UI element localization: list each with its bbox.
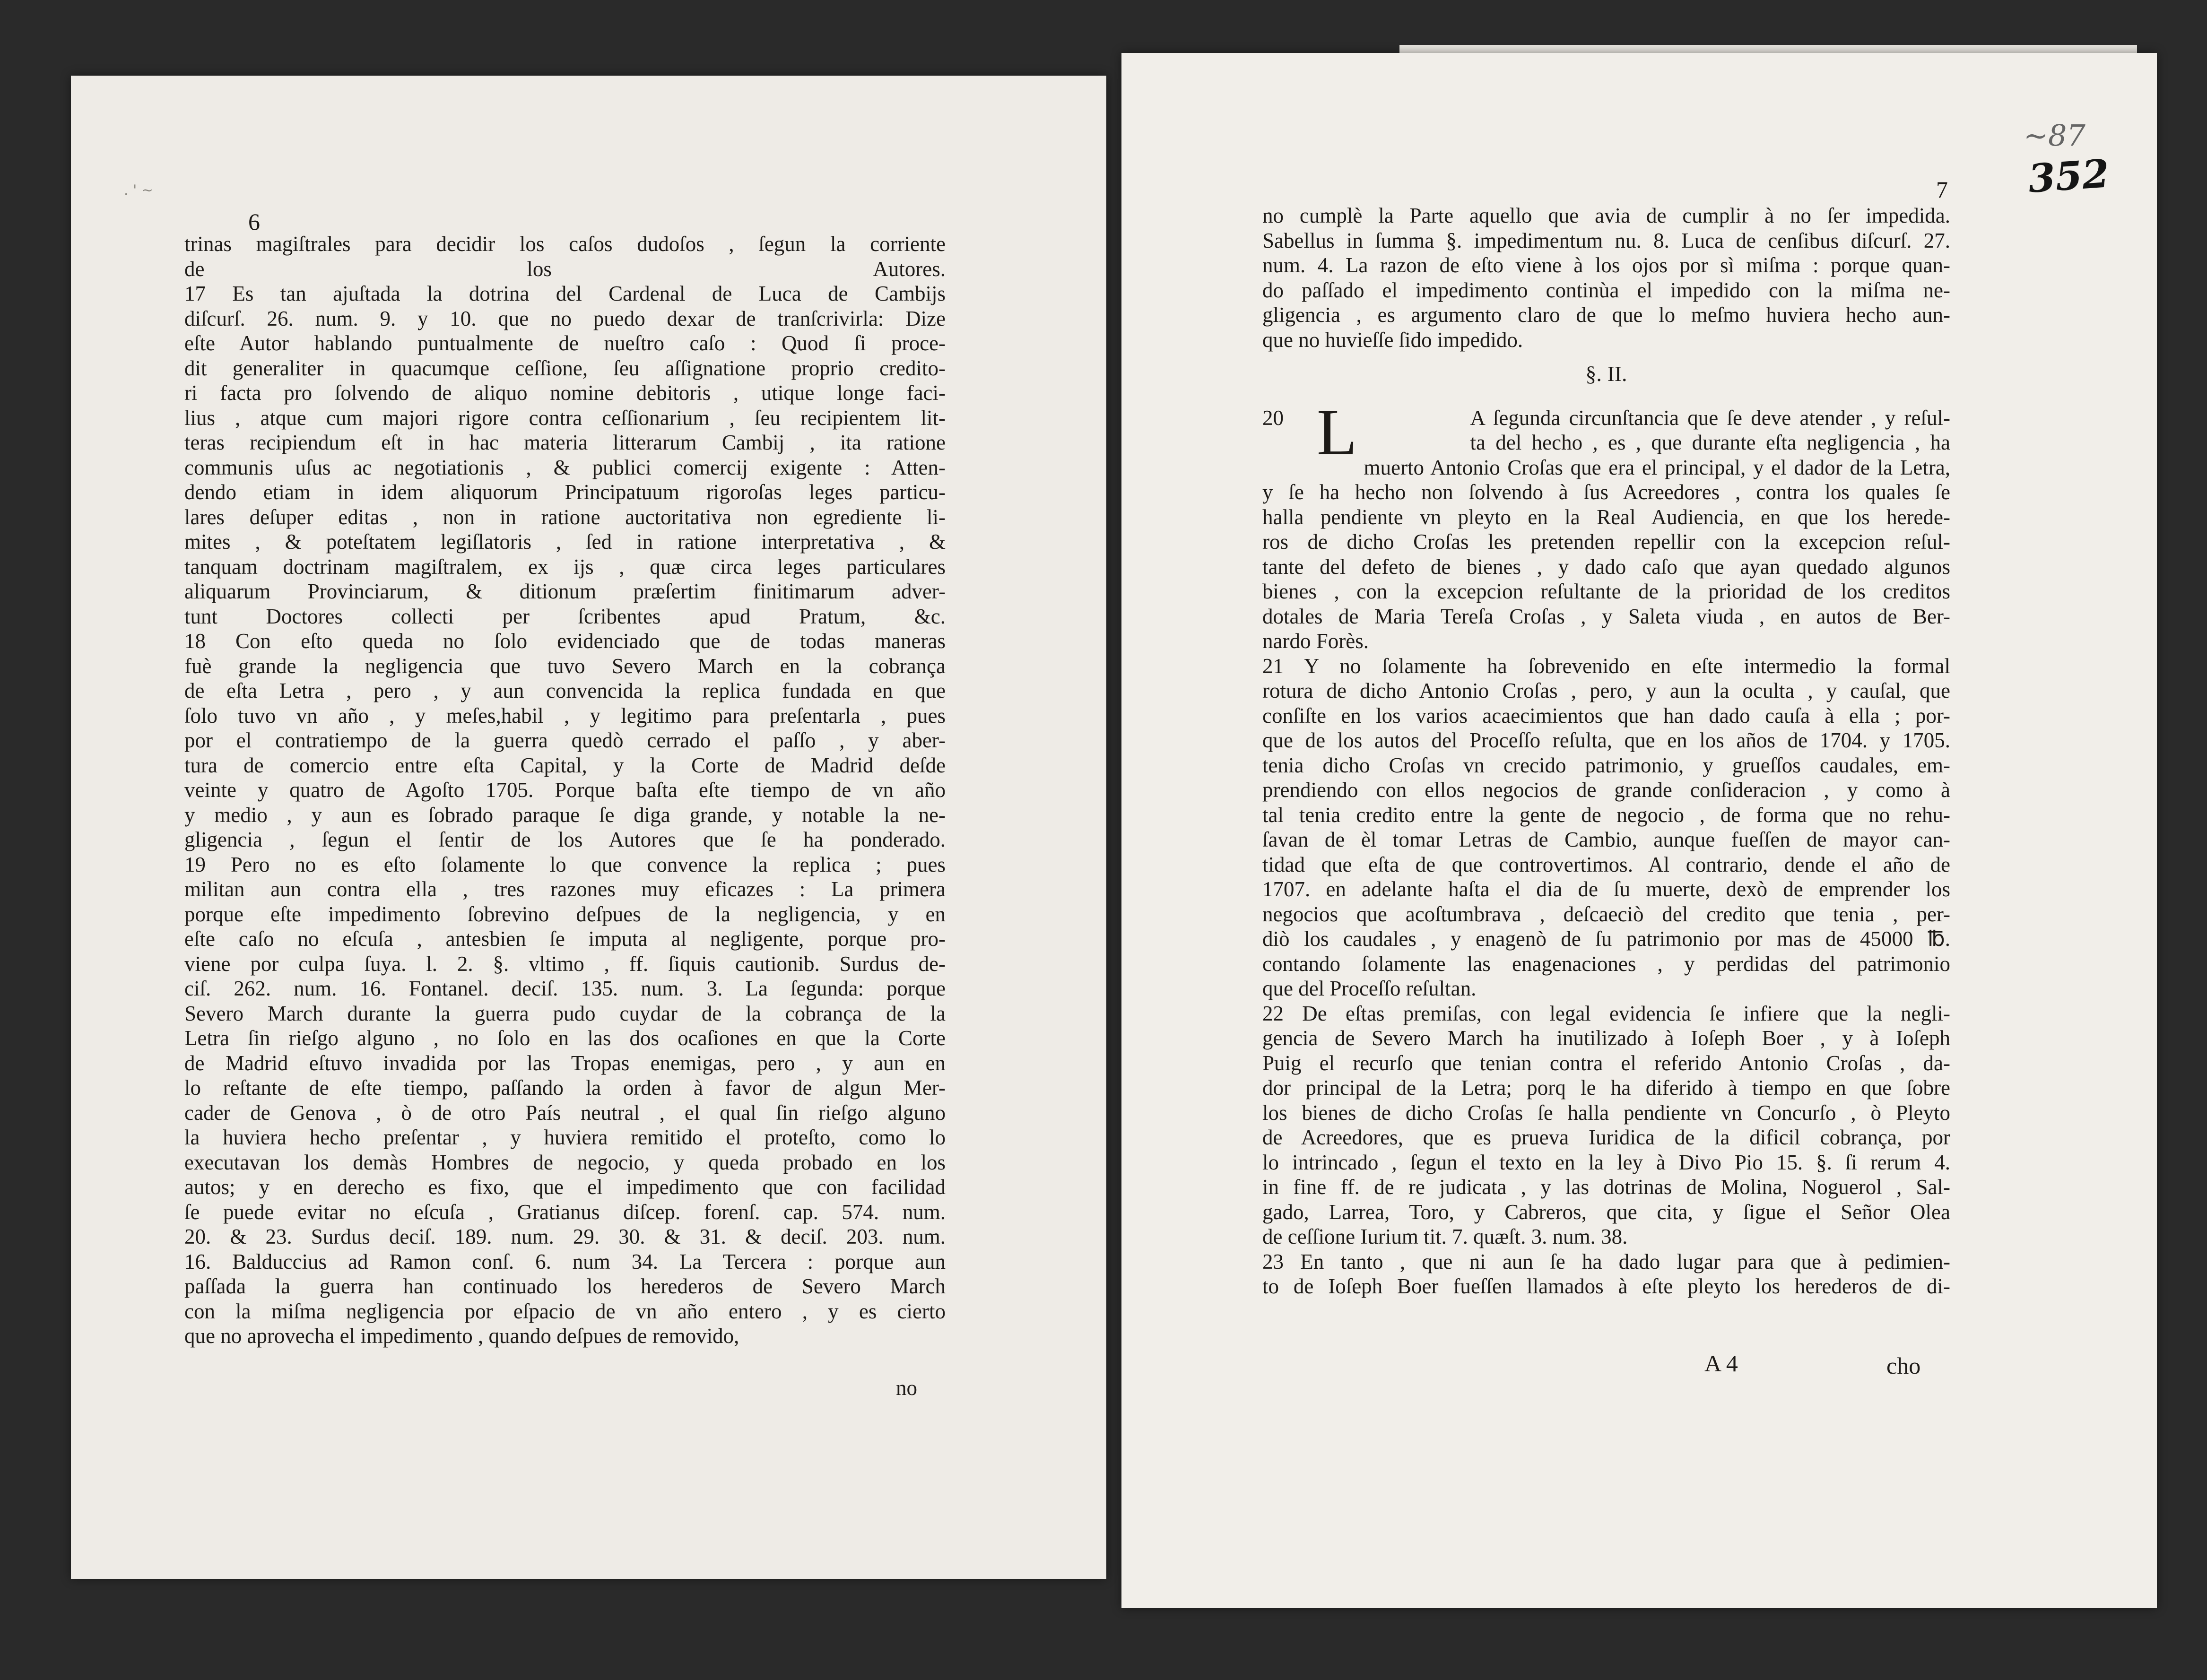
para20-line: bienes , con la excepcion reſultante de la prioridad de los creditos [1262,580,1950,603]
para21-line: conſiſte en los varios acaecimientos que han dado cauſa à ella ; por- [1262,703,1950,727]
para21-line: que de los autos del Proceſſo reſulta, que en los años de 1704. y 1705. [1262,728,1950,752]
signature-mark: A 4 [1704,1350,1738,1377]
left-text-line: de eſta Letra , pero , y aun convencida la replica fundada en que [184,679,946,702]
right-page-body [1262,203,1950,1299]
para20-line: nardo Forès. [1262,629,1369,653]
para22-line: lo intrincado , ſegun el texto en la ley à Divo Pio 15. §. ſi rerum 4. [1262,1150,1950,1174]
left-text-line: fuè grande la negligencia que tuvo Severo March en la cobrança [184,654,946,678]
left-text-line: ciſ. 262. num. 16. Fontanel. deciſ. 135. num. 3. La ſegunda: porque [184,977,946,1000]
para21-line: rotura de dicho Antonio Croſas , pero, y aun la oculta , y cauſal, que [1262,679,1950,702]
left-text-line: porque eſte impedimento ſobrevino deſpues de la negligencia, y en [184,902,946,926]
left-text-line: 19 Pero no es eſto ſolamente lo que convence la replica ; pues [184,852,946,876]
para22-line: dor principal de la Letra; porq le ha diferido à tiempo en que ſobre [1262,1076,1950,1100]
left-text-line: trinas magiſtrales para decidir los caſos dudoſos , ſegun la corriente [184,232,946,256]
left-text-line: 20. & 23. Surdus deciſ. 189. num. 29. 30. & 31. & deciſ. 203. num. [184,1225,946,1248]
para20-line: muerto Antonio Croſas que era el principal, y el dador de la Letra, [1364,455,1950,479]
folio-number: 352 [2026,151,2111,202]
left-text-line: la huviera hecho preſentar , y huviera remitido el proteſto, como lo [184,1126,946,1149]
left-text-line: tanquam doctrinam magiſtralem, ex ijs , quæ circa leges particulares [184,554,946,579]
para22-line: 22 De eſtas premiſas, con legal evidencia ſe infiere que la negli- [1262,1001,1950,1025]
para21-line: tenia dicho Croſas vn crecido patrimonio, y grueſſos caudales, em- [1262,753,1950,777]
left-text-line: con la miſma negligencia por eſpacio de vn año entero , y es cierto [184,1299,946,1323]
left-text-line: por el contratiempo de la guerra quedò cerrado el paſſo , y aber- [184,728,946,752]
left-text-line: de los Autores. [184,257,946,281]
left-text-line: lius , atque cum majori rigore contra ceſſionarium , ſeu recipientem lit- [184,406,946,430]
left-text-line: gligencia , ſegun el ſentir de los Autores que ſe ha ponderado. [184,828,946,851]
left-text-line: lares deſuper editas , non in ratione auctoritativa non egrediente li- [184,505,946,529]
paragraph-20-number: 20 [1262,406,1284,430]
para21-line: prendiendo con ellos negocios de grande conſideracion , y como à [1262,778,1950,802]
left-text-line: executavan los demàs Hombres de negocio, y queda probado en los [184,1150,946,1174]
left-text-line: dit generaliter in quacumque ceſſione, ſeu aſſignatione proprio credito- [184,356,946,380]
opening-line: Sabellus in ſumma §. impedimentum nu. 8. Luca de cenſibus diſcurſ. 27. [1262,228,1950,252]
right-opening-lines [1262,203,1950,352]
paragraph-20-lines [1262,395,1950,654]
left-text-line: communis uſus ac negotiationis , & publici comercij exigente : Atten- [184,455,946,479]
para21-line: tidad que eſta de que controvertimos. Al contrario, dende el año de [1262,852,1950,876]
opening-line: no cumplè la Parte aquello que avia de cumplir à no ſer impedida. [1262,204,1950,227]
right-catchword: cho [1886,1352,1921,1379]
para22-line: gencia de Severo March ha inutilizado à Ioſeph Boer , y à Ioſeph [1262,1026,1950,1050]
para21-line: que del Proceſſo reſultan. [1262,977,1477,1000]
paragraph-21-lines [1262,654,1950,1001]
left-text-line: 17 Es tan ajuſtada la dotrina del Cardenal de Luca de Cambijs [184,282,946,305]
left-text-line: aliquarum Provinciarum, & ditionum præſertim finitimarum adver- [184,580,946,603]
drop-cap-letter: L [1317,395,1357,469]
left-text-line: 18 Con eſto queda no ſolo evidenciado que de todas maneras [184,629,946,653]
left-catchword: no [896,1376,917,1400]
left-text-line: tura de comercio entre eſta Capital, y la Corte de Madrid deſde [184,753,946,777]
para22-line: los bienes de dicho Croſas ſe halla pendiente vn Concurſo , ò Pleyto [1262,1100,1950,1125]
left-text-line: diſcurſ. 26. num. 9. y 10. que no puedo dexar de tranſcrivirla: Dize [184,306,946,330]
paragraph-20 [1262,395,1950,654]
para21-line: contando ſolamente las enagenaciones , y perdidas del patrimonio [1262,952,1950,976]
opening-line: do paſſado el impedimento continùa el impedido con la miſma ne- [1262,278,1950,302]
para22-line: de Acreedores, que es prueva Iuridica de la dificil cobrança, por [1262,1126,1950,1149]
left-text-line: teras recipiendum eſt in hac materia litterarum Cambij , ita ratione [184,431,946,454]
para21-line: 21 Y no ſolamente ha ſobrevenido en eſte intermedio la formal [1262,654,1950,678]
left-text-line: ſe puede evitar no eſcuſa , Gratianus diſcep. forenſ. cap. 574. num. [184,1200,946,1224]
left-text-line: ri facta pro ſolvendo de aliquo nomine debitoris , utique longe faci- [184,381,946,405]
para21-line: negocios que acoſtumbrava , deſcaeciò del credito que tenia , per- [1262,902,1950,926]
opening-line: num. 4. La razon de eſto viene à los ojos por sì miſma : porque quan- [1262,253,1950,277]
paragraph-22-lines [1262,1001,1950,1249]
para22-line: Puig el recurſo que tenian contra el referido Antonio Croſas , da- [1262,1051,1950,1075]
right-page-number: 7 [1936,176,1948,203]
left-text-line: que no aprovecha el impedimento , quando deſpues de removido, [184,1324,739,1348]
left-text-line: 16. Balduccius ad Ramon conſ. 6. num 34. La Tercera : porque aun [184,1249,946,1273]
left-text-line: cader de Genova , ò de otro País neutral , el qual ſin rieſgo alguno [184,1100,946,1125]
folio-mark: ~87 [2024,118,2085,153]
para22-line: in fine ff. de re judicata , y las dotrinas de Molina, Noguerol , Sal- [1262,1175,1950,1199]
left-text-line: lo reſtante de eſte tiempo, paſſando la orden à favor de algun Mer- [184,1076,946,1100]
para21-line: tal tenia credito entre la gente de negocio , de forma que no rehu- [1262,803,1950,827]
para23-line: 23 En tanto , que ni aun ſe ha dado lugar para que à pedimien- [1262,1249,1950,1273]
left-page-body [184,232,946,1349]
left-text-line: viene por culpa ſuya. l. 2. §. vltimo , ff. ſiquis cautionib. Surdus de- [184,952,946,976]
left-text-line: autos; y en derecho es fixo, que el impedimento que con facilidad [184,1175,946,1199]
left-text-line: militan aun contra ella , tres razones muy eficazes : La primera [184,877,946,901]
left-page-number: 6 [248,208,260,235]
left-text-line: veinte y quatro de Agoſto 1705. Porque baſta eſte tiempo de vn año [184,778,946,802]
para20-line: ros de dicho Croſas les pretenden repellir con la excepcion reſul- [1262,530,1950,554]
left-text-line: Letra ſin rieſgo alguno , no ſolo en las dos ocaſiones en que la Corte [184,1026,946,1050]
opening-line: gligencia , es argumento claro de que lo meſmo huviera hecho aun- [1262,303,1950,327]
para23-line: to de Ioſeph Boer fueſſen llamados à eſte pleyto los herederos de di- [1262,1274,1950,1298]
para22-line: de ceſſione Iurium tit. 7. quæſt. 3. num. 38. [1262,1225,1628,1248]
para21-line: diò los caudales , y enagenò de ſu patrimonio por mas de 45000 ℔. [1262,927,1950,951]
para20-line: halla pendiente vn pleyto en la Real Audiencia, en que los herede- [1262,505,1950,529]
paragraph-23-lines [1262,1249,1950,1299]
left-text-line: y medio , y aun es ſobrado paraque ſe diga grande, y notable la ne- [184,803,946,827]
para20-line: tante del defeto de bienes , y dado caſo que ayan quedado algunos [1262,554,1950,579]
para21-line: 1707. en adelante haſta el dia de ſu muerte, dexò de emprender los [1262,877,1950,901]
left-text-line: Severo March durante la guerra pudo cuydar de la cobrança de la [184,1001,946,1025]
para20-line: A ſegunda circunſtancia que ſe deve atender , y reſul- [1470,406,1950,430]
opening-line: que no huvieſſe ſido impedido. [1262,328,1523,352]
left-text-line: ſolo tuvo vn año , y meſes,habil , y legitimo para preſentarla , pues [184,703,946,727]
left-lines-container [184,232,946,1349]
left-text-line: paſſada la guerra han continuado los herederos de Severo March [184,1274,946,1298]
para21-line: ſavan de èl tomar Letras de Cambio, aunque fueſſen de mayor can- [1262,828,1950,851]
left-text-line: eſte Autor hablando puntualmente de nueſtro caſo : Quod ſi proce- [184,331,946,355]
ink-smudge: . ' ~ [124,182,153,199]
left-text-line: dendo etiam in idem aliquorum Principatuum rigoroſas leges particu- [184,480,946,504]
left-text-line: eſte caſo no eſcuſa , antesbien ſe imputa al negligente, porque pro- [184,927,946,951]
section-heading: §. II. [1585,362,1627,386]
left-text-line: de Madrid eſtuvo invadida por las Tropas enemigas, pero , y aun en [184,1051,946,1075]
left-text-line: mites , & poteſtatem legiſlatoris , ſed in ratione interpretativa , & [184,530,946,554]
para22-line: gado, Larrea, Toro, y Cabreros, que cita, y ſigue el Señor Olea [1262,1200,1950,1224]
para20-line: dotales de Maria Tereſa Croſas , y Saleta viuda , en autos de Ber- [1262,604,1950,628]
para20-line: y ſe ha hecho non ſolvendo à ſus Acreedores , contra los quales ſe [1262,480,1950,504]
left-text-line: tunt Doctores collecti per ſcribentes apud Pratum, &c. [184,604,946,628]
para20-line: ta del hecho , es , que durante eſta negligencia , ha [1470,431,1950,454]
